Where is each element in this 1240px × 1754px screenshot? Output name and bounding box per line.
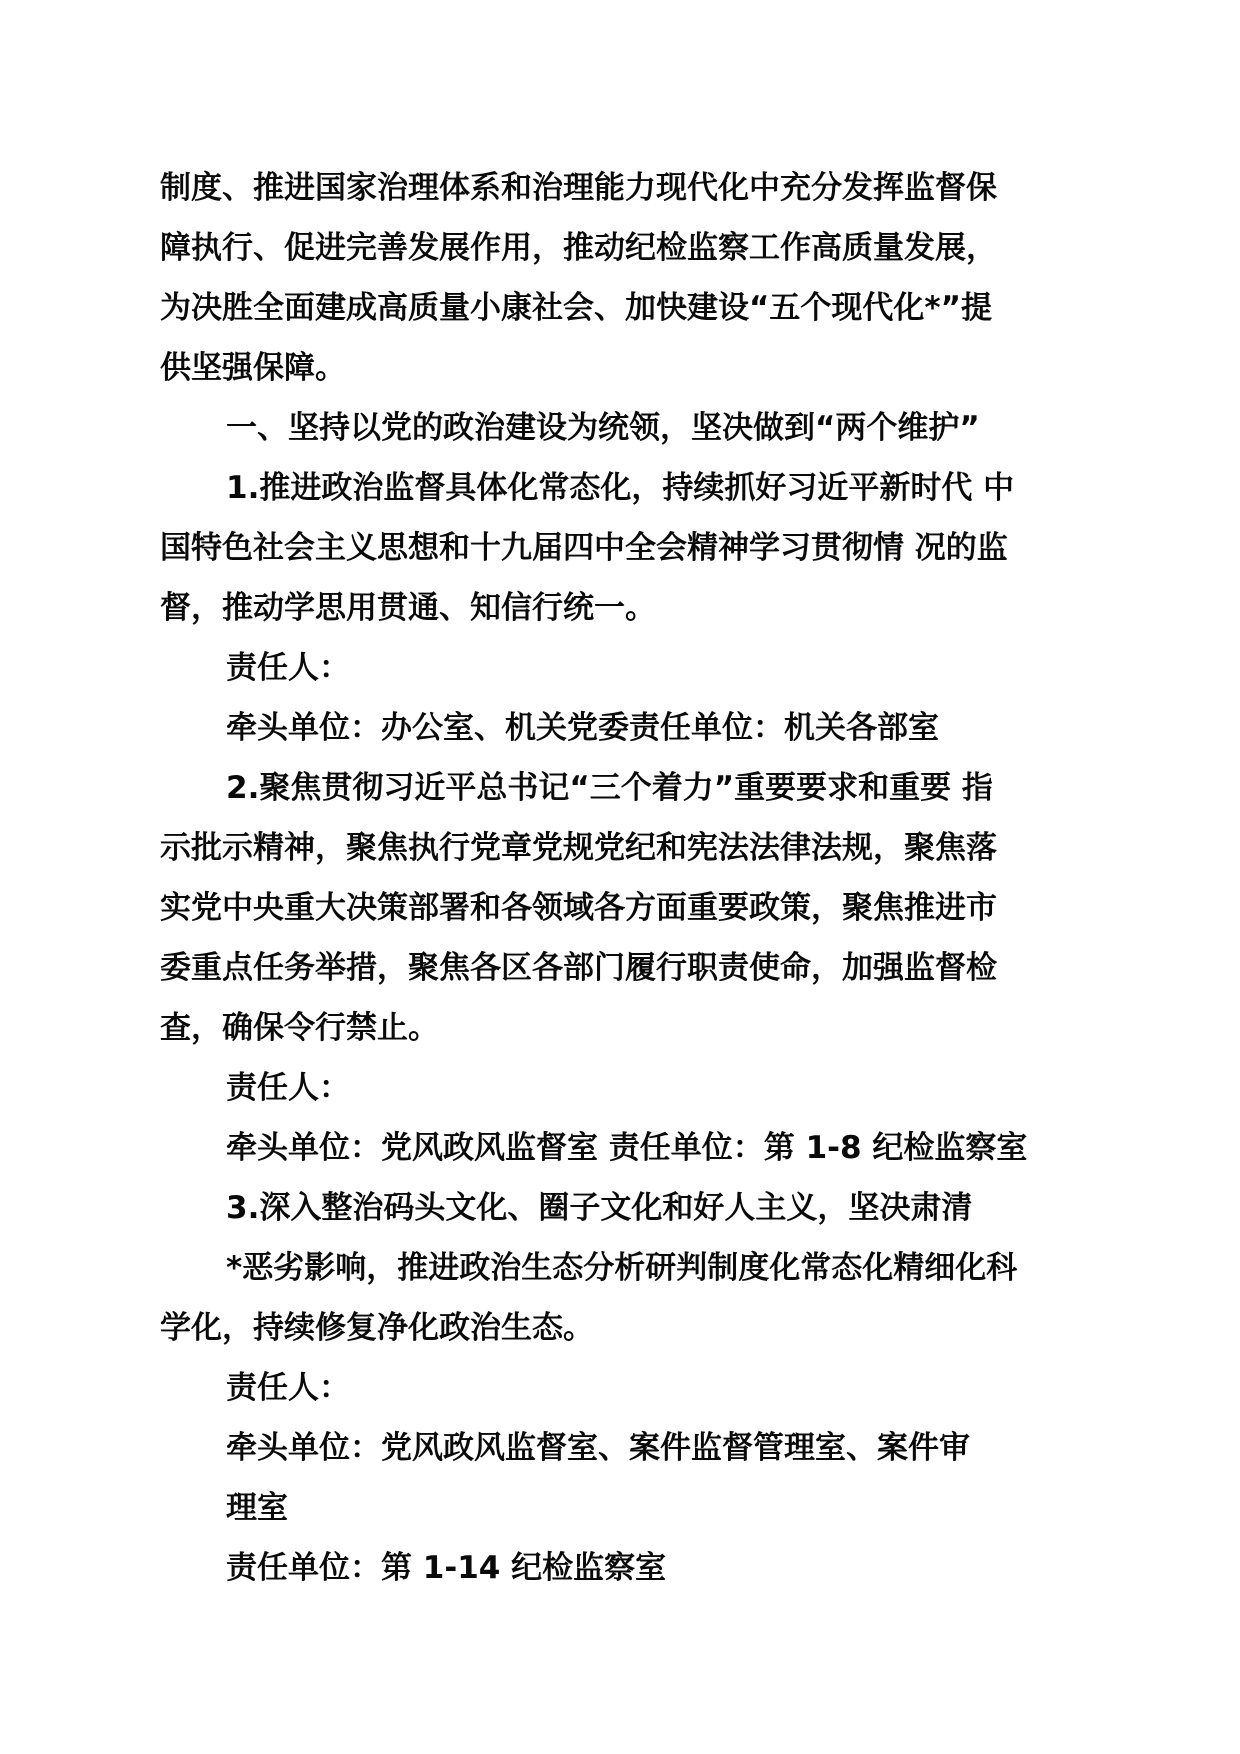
paragraph-line: 为决胜全面建成高质量小康社会、加快建设“五个现代化*”提	[160, 290, 992, 326]
paragraph-line: 查，确保令行禁止。	[160, 1010, 439, 1046]
responsible-person-label: 责任人：	[226, 1370, 350, 1406]
responsible-person-label: 责任人：	[226, 650, 350, 686]
paragraph-line: 示批示精神，聚焦执行党章党规党纪和宪法法律法规，聚焦落	[160, 830, 997, 866]
responsible-unit-line: 责任单位：第 1-14 纪检监察室	[226, 1550, 667, 1586]
lead-unit-line: 牵头单位：办公室、机关党委责任单位：机关各部室	[226, 710, 939, 746]
lead-unit-line: 牵头单位：党风政风监督室、案件监督管理室、案件审	[226, 1430, 970, 1466]
paragraph-line: 国特色社会主义思想和十九届四中全会精神学习贯彻情 况的监	[160, 530, 1008, 566]
paragraph-line: *恶劣影响，推进政治生态分析研判制度化常态化精细化科	[226, 1250, 1018, 1286]
paragraph-line: 学化，持续修复净化政治生态。	[160, 1310, 594, 1346]
paragraph-line: 1.推进政治监督具体化常态化，持续抓好习近平新时代 中	[226, 470, 1015, 506]
paragraph-line: 制度、推进国家治理体系和治理能力现代化中充分发挥监督保	[160, 170, 997, 206]
paragraph-line: 委重点任务举措，聚焦各区各部门履行职责使命，加强监督检	[160, 950, 997, 986]
paragraph-line: 障执行、促进完善发展作用，推动纪检监察工作高质量发展，	[160, 230, 997, 266]
paragraph-line: 实党中央重大决策部署和各领域各方面重要政策，聚焦推进市	[160, 890, 997, 926]
lead-unit-line-continued: 理室	[226, 1490, 288, 1526]
responsible-person-label: 责任人：	[226, 1070, 350, 1106]
paragraph-line: 督，推动学思用贯通、知信行统一。	[160, 590, 656, 626]
lead-unit-line: 牵头单位：党风政风监督室 责任单位：第 1-8 纪检监察室	[226, 1130, 1028, 1166]
paragraph-line: 2.聚焦贯彻习近平总书记“三个着力”重要要求和重要 指	[226, 770, 993, 806]
paragraph-line: 供坚强保障。	[160, 350, 346, 386]
paragraph-line: 3.深入整治码头文化、圈子文化和好人主义，坚决肃清	[226, 1190, 973, 1226]
section-heading: 一、坚持以党的政治建设为统领，坚决做到“两个维护”	[226, 410, 980, 446]
